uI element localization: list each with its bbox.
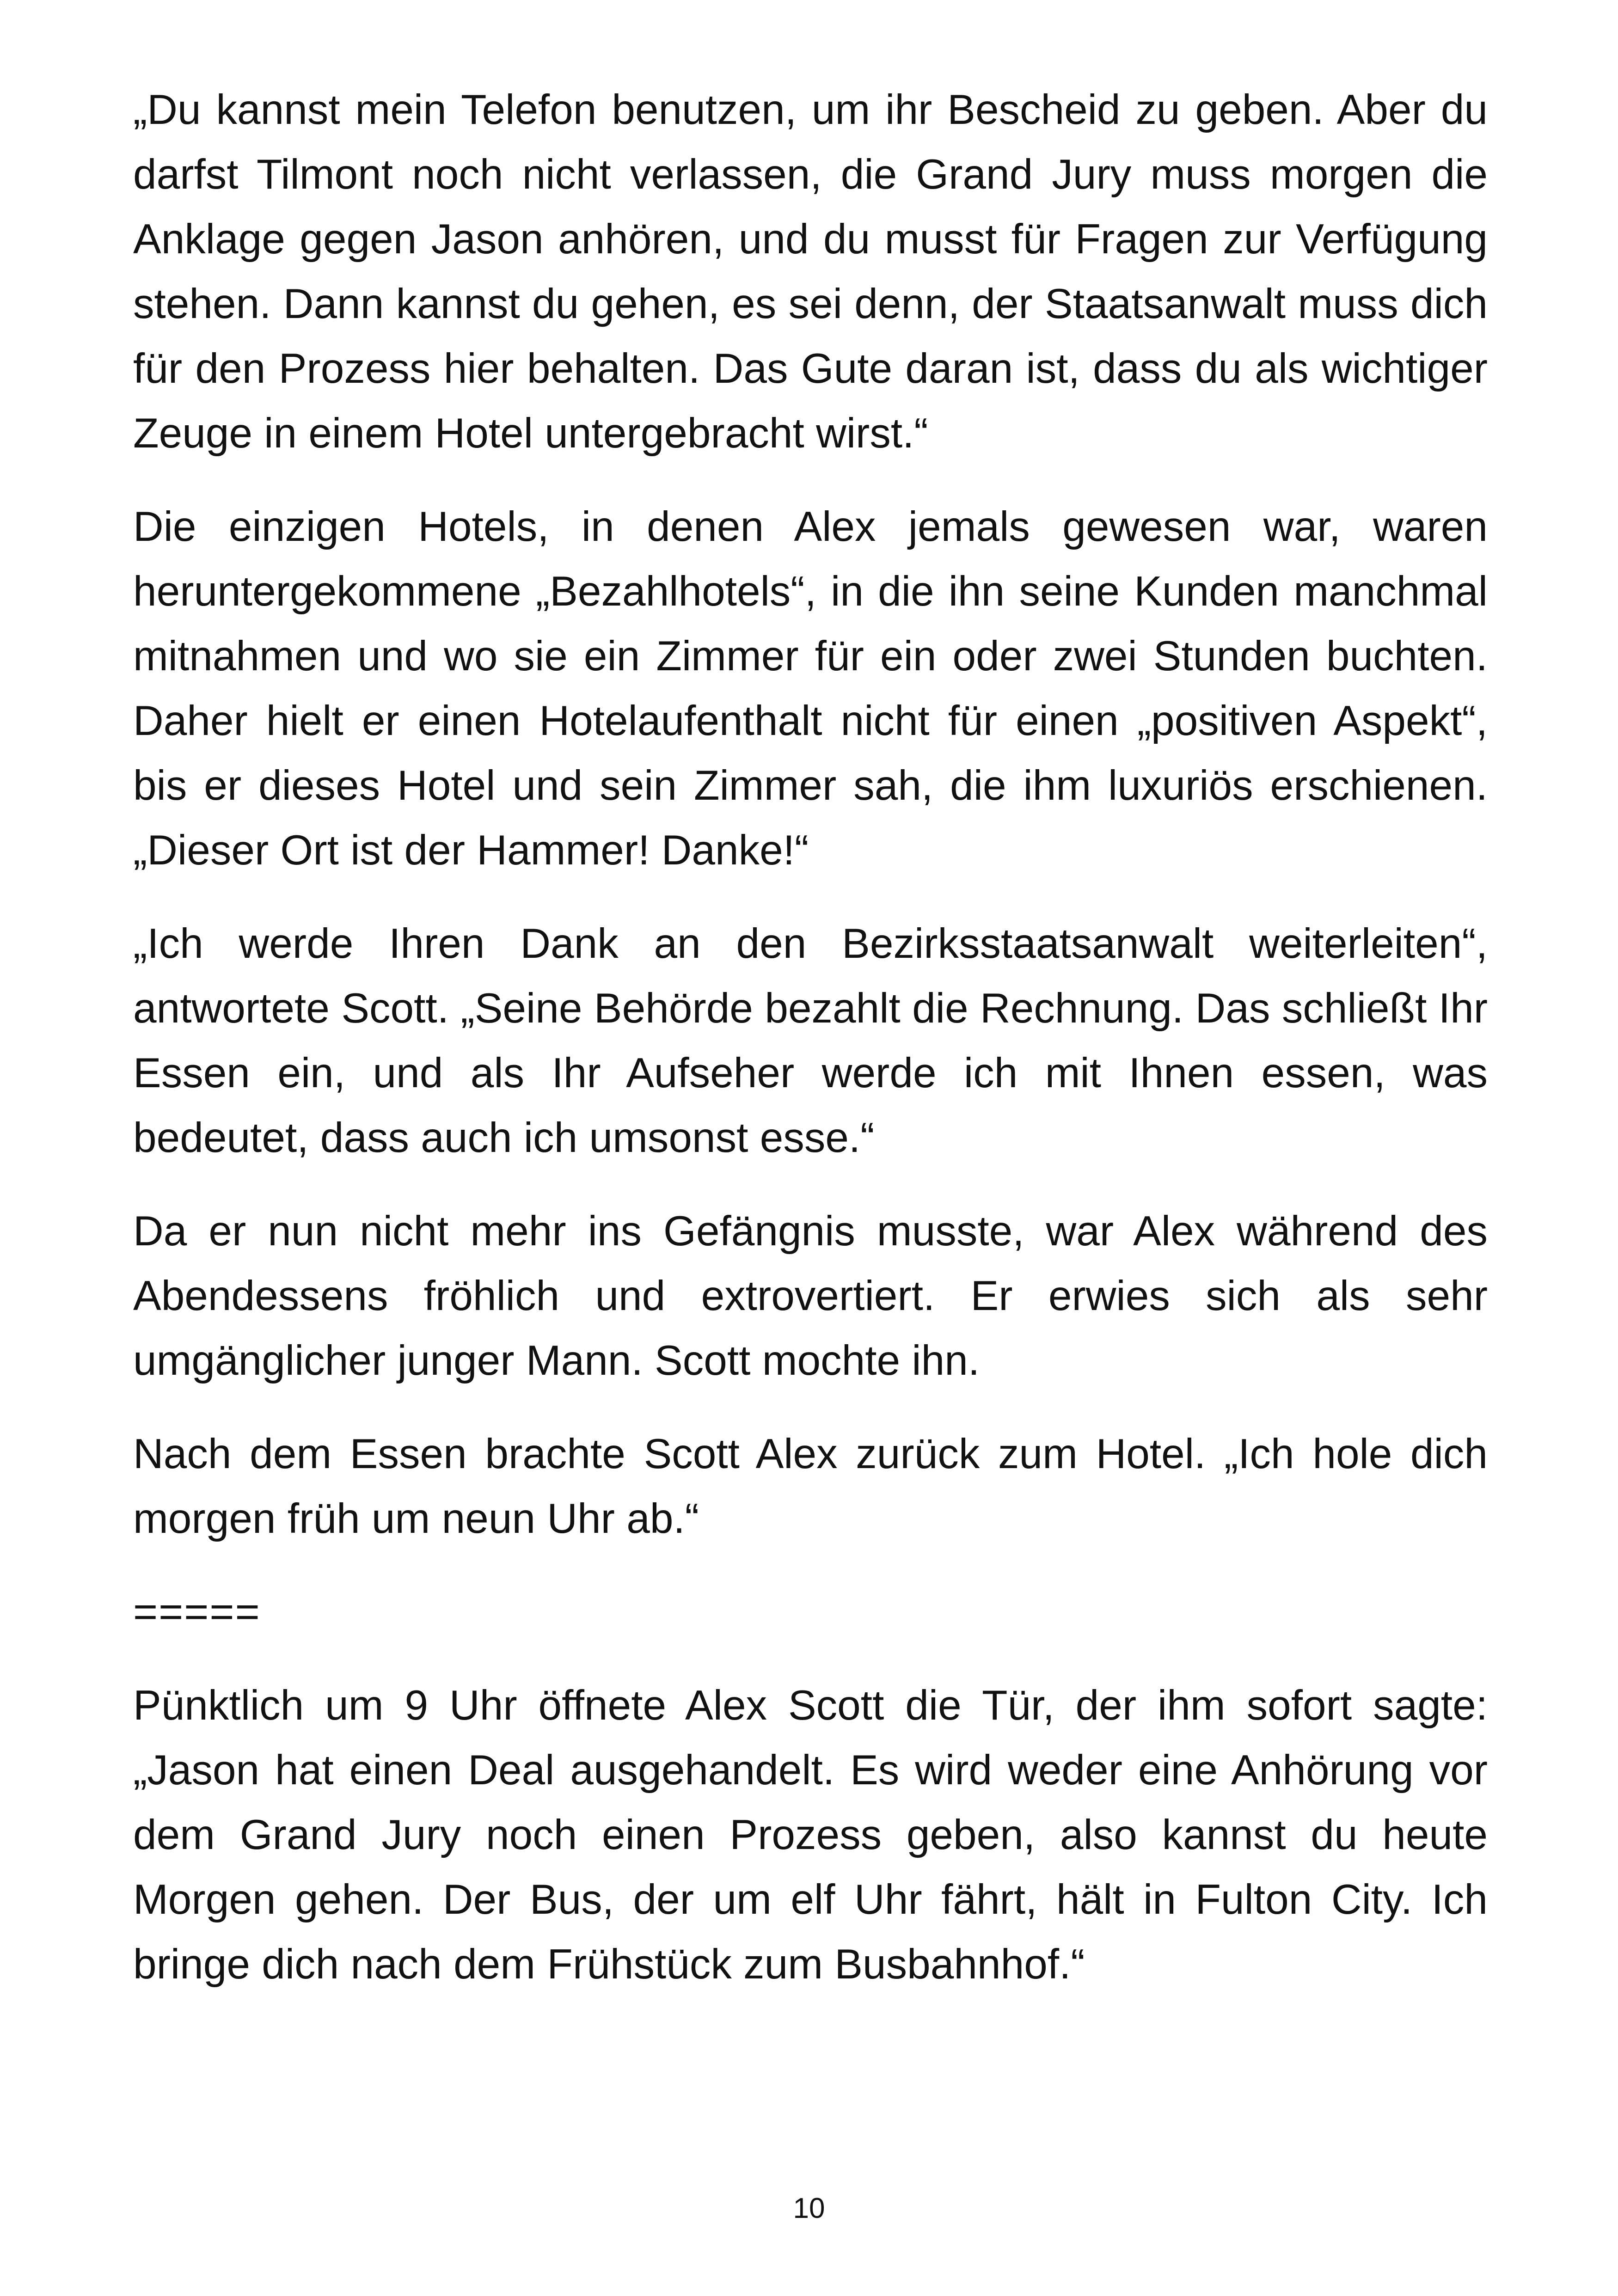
body-text — [133, 78, 1488, 2026]
page-number: 10 — [793, 2192, 825, 2224]
paragraph-2: Die einzigen Hotels, in denen Alex jemals gewesen war, waren heruntergekommene „Bezahlhotels“, in die ihn seine Kunden manchmal mitnahmen und wo sie ein Zimmer für ein oder zwei Stunden buchten. Daher hielt er einen Hotelaufenthalt nicht für einen „positiven Aspekt“, bis er dieses Hotel und sein Zimmer sah, die ihm luxuriös erschienen. „Dieser Ort ist der Hammer! Danke!“ — [133, 503, 1488, 874]
section-separator: ===== — [133, 1589, 261, 1635]
paragraph-4: Da er nun nicht mehr ins Gefängnis musste, war Alex während des Abendessens fröhlich und extrovertiert. Er erwies sich als sehr umgänglicher junger Mann. Scott mochte ihn. — [133, 1208, 1488, 1384]
paragraph-6: Pünktlich um 9 Uhr öffnete Alex Scott die Tür, der ihm sofort sagte: „Jason hat einen Deal ausgehandelt. Es wird weder eine Anhörung vor dem Grand Jury noch einen Prozess geben, also kannst du heute Morgen gehen. Der Bus, der um elf Uhr fährt, hält in Fulton City. Ich bringe dich nach dem Frühstück zum Busbahnhof.“ — [133, 1682, 1488, 1988]
paragraph-5: Nach dem Essen brachte Scott Alex zurück zum Hotel. „Ich hole dich morgen früh um neun Uhr ab.“ — [133, 1431, 1488, 1542]
paragraph-3: „Ich werde Ihren Dank an den Bezirksstaatsanwalt weiterleiten“, antwortete Scott. „Seine Behörde bezahlt die Rechnung. Das schließt Ihr Essen ein, und als Ihr Aufseher werde ich mit Ihnen essen, was bedeutet, dass auch ich umsonst esse.“ — [133, 920, 1488, 1161]
paragraph-1: „Du kannst mein Telefon benutzen, um ihr Bescheid zu geben. Aber du darfst Tilmont noch nicht verlassen, die Grand Jury muss morgen die Anklage gegen Jason anhören, und du musst für Fragen zur Verfügung stehen. Dann kannst du gehen, es sei denn, der Staatsanwalt muss dich für den Prozess hier behalten. Das Gute daran ist, dass du als wichtiger Zeuge in einem Hotel untergebracht wirst.“ — [133, 86, 1488, 457]
